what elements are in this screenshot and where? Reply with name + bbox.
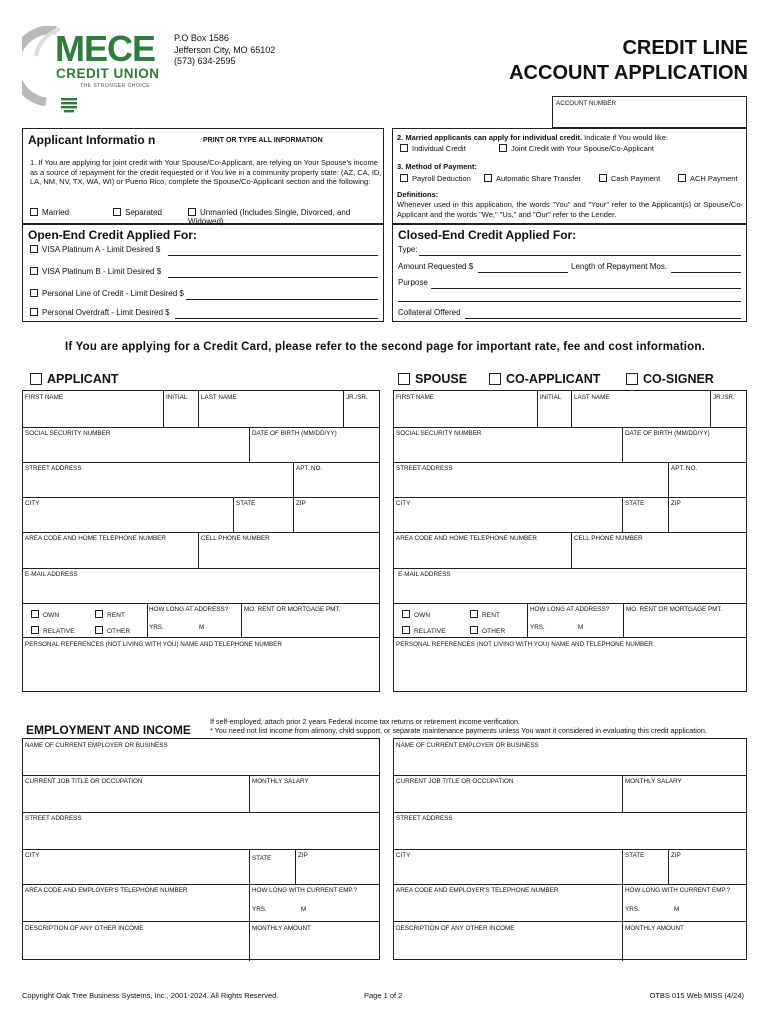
applicant-info-box [22, 128, 384, 224]
co-emp-state-field[interactable]: STATE [625, 852, 645, 859]
amount-field[interactable] [478, 272, 568, 273]
individual-option[interactable] [400, 144, 466, 153]
city-field[interactable]: CITY [25, 500, 40, 507]
amount-label: Amount Requested $ [398, 262, 474, 271]
rent-label: RENT [107, 612, 126, 619]
visa-b-label: VISA Platinum B - Limit Desired $ [42, 267, 162, 276]
co-own-option[interactable] [402, 610, 430, 619]
visa-a-label: VISA Platinum A - Limit Desired $ [42, 245, 161, 254]
individual-label: Individual Credit [412, 144, 466, 153]
m-label: M [199, 624, 205, 631]
cash-checkbox[interactable] [599, 174, 607, 182]
co-own-checkbox[interactable] [402, 610, 410, 618]
payroll-option[interactable] [400, 174, 471, 183]
brand-sub: CREDIT UNION [56, 66, 160, 81]
individual-checkbox[interactable] [400, 144, 408, 152]
footer-copyright: Copyright Oak Tree Business Systems, Inc., 2001-2024. All Rights Reserved. [22, 991, 279, 1000]
co-applicant-role-label: CO-APPLICANT [506, 372, 601, 386]
visa-a-checkbox[interactable] [30, 245, 38, 253]
co-other-income-field[interactable]: DESCRIPTION OF ANY OTHER INCOME [396, 925, 515, 932]
title-line1: CREDIT LINE [622, 37, 748, 59]
emp-zip-field[interactable]: ZIP [298, 852, 308, 859]
purpose-field[interactable] [431, 288, 741, 289]
co-emp-phone-field[interactable]: AREA CODE AND EMPLOYER'S TELEPHONE NUMBER [396, 887, 559, 894]
rent-checkbox[interactable] [95, 610, 103, 618]
first-name-field[interactable]: FIRST NAME [25, 394, 64, 401]
co-last-name-field[interactable]: LAST NAME [574, 394, 610, 401]
collateral-label: Collateral Offered [398, 308, 461, 317]
auto-transfer-label: Automatic Share Transfer [496, 174, 582, 183]
employment-heading: EMPLOYMENT AND INCOME [26, 723, 191, 737]
relative-option[interactable] [31, 626, 75, 635]
para1: 1. If You are applying for joint credit with Your Spouse/Co-Applicant, are relying on Your Spouse's income as a source of repayment for the credit requested or if You live in a community property state: (AZ, CA, ID, LA, NM, NV, TX, WA, WI) or Puerto Rico, complete the Spouse/Co-Applicant section and the following: [30, 158, 382, 187]
co-yrs-label: YRS. [530, 624, 545, 631]
other-label: OTHER [107, 628, 131, 635]
closed-end-box [392, 224, 747, 322]
home-phone-field[interactable]: AREA CODE AND HOME TELEPHONE NUMBER [25, 535, 166, 542]
overdraft-checkbox[interactable] [30, 308, 38, 316]
applicant-info-heading: Applicant Informatio n [28, 133, 156, 147]
dob-field[interactable]: DATE OF BIRTH (MM/DD/YY) [252, 430, 337, 437]
employer-field[interactable]: NAME OF CURRENT EMPLOYER OR BUSINESS [25, 742, 168, 749]
brand-tagline: THE STRONGER CHOICE [80, 83, 151, 89]
payroll-checkbox[interactable] [400, 174, 408, 182]
co-city-field[interactable]: CITY [396, 500, 411, 507]
co-state-field[interactable]: STATE [625, 500, 645, 507]
co-m-label: M [578, 624, 584, 631]
unmarried-checkbox[interactable] [188, 208, 196, 216]
type-label: Type: [398, 245, 418, 254]
references-field[interactable]: PERSONAL REFERENCES (NOT LIVING WITH YOU) NAME AND TELEPHONE NUMBER [25, 641, 282, 648]
other-income-field[interactable]: DESCRIPTION OF ANY OTHER INCOME [25, 925, 144, 932]
type-field[interactable] [419, 255, 741, 256]
separated-option[interactable] [113, 208, 162, 217]
co-street-field[interactable]: STREET ADDRESS [396, 465, 453, 472]
cash-option[interactable] [599, 174, 660, 183]
co-emp-city-field[interactable]: CITY [396, 852, 411, 859]
co-other-label: OTHER [482, 628, 506, 635]
personal-loc-row[interactable] [30, 289, 184, 298]
ach-label: ACH Payment [690, 174, 738, 183]
joint-label: Joint Credit with Your Spouse/Co-Applicant [511, 144, 654, 153]
co-monthly-amount-field[interactable]: MONTHLY AMOUNT [625, 925, 684, 932]
own-label: OWN [43, 612, 60, 619]
q3: 3. Method of Payment: [397, 162, 478, 171]
monthly-amount-field[interactable]: MONTHLY AMOUNT [252, 925, 311, 932]
overdraft-label: Personal Overdraft - Limit Desired $ [42, 308, 170, 317]
married-checkbox[interactable] [30, 208, 38, 216]
co-jr-sr-field[interactable]: JR./SR. [713, 394, 735, 401]
emp-state-field[interactable]: STATE [252, 855, 272, 862]
closed-end-heading: Closed-End Credit Applied For: [398, 228, 577, 242]
married-option[interactable] [30, 208, 69, 217]
co-emp-street-field[interactable]: STREET ADDRESS [396, 815, 453, 822]
emp-city-field[interactable]: CITY [25, 852, 40, 859]
jr-sr-field[interactable]: JR./SR. [346, 394, 368, 401]
street-field[interactable]: STREET ADDRESS [25, 465, 82, 472]
co-employment-grid [393, 738, 747, 960]
co-apt-field[interactable]: APT. NO. [671, 465, 698, 472]
open-end-box [22, 224, 384, 322]
personal-loc-label: Personal Line of Credit - Limit Desired $ [42, 289, 184, 298]
co-applicant-checkbox[interactable] [489, 373, 501, 385]
job-title-field[interactable]: CURRENT JOB TITLE OR OCCUPATION [25, 778, 143, 785]
address-phone: (573) 634-2595 [174, 56, 236, 66]
co-ssn-field[interactable]: SOCIAL SECURITY NUMBER [396, 430, 482, 437]
co-initial-field[interactable]: INITIAL [540, 394, 562, 401]
apt-field[interactable]: APT. NO. [296, 465, 323, 472]
visa-a-row[interactable] [30, 245, 160, 254]
initial-field[interactable]: INITIAL [166, 394, 188, 401]
defs-text: Whenever used in this application, the words "You" and "Your" refer to the Applicant(s) or Spouse/Co-Applicant and the words "We," "Us," and "Our" refer to the Lender. [397, 200, 743, 219]
own-checkbox[interactable] [31, 610, 39, 618]
account-number-label: ACCOUNT NUMBER [556, 100, 617, 107]
cash-label: Cash Payment [611, 174, 661, 183]
co-other-checkbox[interactable] [470, 626, 478, 634]
title-line2: ACCOUNT APPLICATION [509, 62, 748, 84]
purpose-label: Purpose [398, 278, 428, 287]
how-long-addr-field[interactable]: HOW LONG AT ADDRESS? [149, 606, 229, 613]
yrs-label: YRS. [149, 624, 164, 631]
co-email-field[interactable]: E-MAIL ADDRESS [398, 571, 451, 578]
monthly-salary-field[interactable]: MONTHLY SALARY [252, 778, 309, 785]
other-option[interactable] [95, 626, 130, 635]
applicant-checkbox[interactable] [30, 373, 42, 385]
employment-note1: If self-employed, attach prior 2 years Federal income tax returns or retirement income verification. [210, 717, 520, 726]
spouse-checkbox[interactable] [398, 373, 410, 385]
right-info-box [392, 128, 747, 224]
co-how-long-addr-field[interactable]: HOW LONG AT ADDRESS? [530, 606, 610, 613]
co-emp-zip-field[interactable]: ZIP [671, 852, 681, 859]
q2-rest: Indicate if You would like: [584, 133, 668, 142]
footer-form: OTBS 015 Web MISS (4/24) [649, 991, 744, 1000]
co-applicant-grid [393, 390, 747, 692]
co-home-phone-field[interactable]: AREA CODE AND HOME TELEPHONE NUMBER [396, 535, 537, 542]
account-number-field[interactable] [552, 96, 747, 128]
how-long-emp-field[interactable]: HOW LONG WITH CURRENT EMP.? [252, 887, 358, 894]
separated-label: Separated [125, 208, 162, 217]
emp-yrs-label: YRS. [252, 906, 267, 913]
co-emp-m-label: M [674, 906, 680, 913]
co-signer-role[interactable] [626, 372, 714, 386]
length-label: Length of Repayment Mos. [571, 262, 668, 271]
relative-label: RELATIVE [43, 628, 75, 635]
zip-field[interactable]: ZIP [296, 500, 306, 507]
rent-option[interactable] [95, 610, 125, 619]
ach-checkbox[interactable] [678, 174, 686, 182]
address-line2: Jefferson City, MO 65102 [174, 44, 276, 55]
applicant-role-label: APPLICANT [47, 372, 119, 386]
print-note: PRINT OR TYPE ALL INFORMATION [203, 137, 323, 144]
co-relative-option[interactable] [402, 626, 446, 635]
co-relative-label: RELATIVE [414, 628, 446, 635]
emp-m-label: M [301, 906, 307, 913]
employment-note2: * You need not list income from alimony, child support, or separate maintenance payments unless You want it considered in evaluating this credit application. [210, 726, 707, 735]
email-field[interactable]: E-MAIL ADDRESS [25, 571, 78, 578]
co-relative-checkbox[interactable] [402, 626, 410, 634]
logo [22, 26, 172, 118]
co-first-name-field[interactable]: FIRST NAME [396, 394, 435, 401]
co-references-field[interactable]: PERSONAL REFERENCES (NOT LIVING WITH YOU) NAME AND TELEPHONE NUMBER [396, 641, 653, 648]
visa-b-checkbox[interactable] [30, 267, 38, 275]
co-dob-field[interactable]: DATE OF BIRTH (MM/DD/YY) [625, 430, 710, 437]
auto-transfer-option[interactable] [484, 174, 581, 183]
unmarried-label: Unmarried (Includes Single, Divorced, and Widowed) [188, 208, 351, 226]
co-employer-field[interactable]: NAME OF CURRENT EMPLOYER OR BUSINESS [396, 742, 539, 749]
co-emp-yrs-label: YRS. [625, 906, 640, 913]
collateral-field[interactable] [465, 318, 741, 319]
state-field[interactable]: STATE [236, 500, 256, 507]
cell-phone-field[interactable]: CELL PHONE NUMBER [201, 535, 270, 542]
co-other-option[interactable] [470, 626, 505, 635]
payroll-label: Payroll Deduction [412, 174, 471, 183]
co-how-long-emp-field[interactable]: HOW LONG WITH CURRENT EMP.? [625, 887, 731, 894]
co-signer-checkbox[interactable] [626, 373, 638, 385]
joint-option[interactable] [499, 144, 654, 153]
ssn-field[interactable]: SOCIAL SECURITY NUMBER [25, 430, 111, 437]
emp-phone-field[interactable]: AREA CODE AND EMPLOYER'S TELEPHONE NUMBER [25, 887, 188, 894]
emp-street-field[interactable]: STREET ADDRESS [25, 815, 82, 822]
ach-option[interactable] [678, 174, 738, 183]
spouse-role-label: SPOUSE [415, 372, 468, 386]
co-job-title-field[interactable]: CURRENT JOB TITLE OR OCCUPATION [396, 778, 514, 785]
own-option[interactable] [31, 610, 59, 619]
co-own-label: OWN [414, 612, 431, 619]
personal-loc-checkbox[interactable] [30, 289, 38, 297]
co-rent-checkbox[interactable] [470, 610, 478, 618]
footer-page: Page 1 of 2 [364, 991, 403, 1000]
defs-title: Definitions: [397, 190, 439, 199]
relative-checkbox[interactable] [31, 626, 39, 634]
auto-transfer-checkbox[interactable] [484, 174, 492, 182]
spouse-role[interactable] [398, 372, 467, 386]
open-end-heading: Open-End Credit Applied For: [28, 228, 197, 242]
overdraft-row[interactable] [30, 308, 170, 317]
address-line1: P.O Box 1586 [174, 33, 229, 43]
q2-bold: 2. Married applicants can apply for individual credit. [397, 133, 583, 142]
last-name-field[interactable]: LAST NAME [201, 394, 237, 401]
credit-card-notice: If You are applying for a Credit Card, please refer to the second page for important rate, fee and cost information. [64, 341, 706, 353]
employment-grid [22, 738, 380, 960]
separated-checkbox[interactable] [113, 208, 121, 216]
length-field[interactable] [671, 272, 741, 273]
co-rent-label: RENT [482, 612, 501, 619]
co-monthly-salary-field[interactable]: MONTHLY SALARY [625, 778, 682, 785]
brand-name: MECE [55, 28, 156, 69]
applicant-grid [22, 390, 380, 692]
other-checkbox[interactable] [95, 626, 103, 634]
applicant-role[interactable] [30, 372, 119, 386]
joint-checkbox[interactable] [499, 144, 507, 152]
married-label: Married [42, 208, 70, 217]
co-cell-phone-field[interactable]: CELL PHONE NUMBER [574, 535, 643, 542]
co-mo-rent-field[interactable]: MO. RENT OR MORTGAGE PMT. [626, 606, 723, 613]
co-applicant-role[interactable] [489, 372, 600, 386]
co-zip-field[interactable]: ZIP [671, 500, 681, 507]
mo-rent-field[interactable]: MO. RENT OR MORTGAGE PMT. [244, 606, 341, 613]
co-signer-role-label: CO-SIGNER [643, 372, 714, 386]
visa-b-row[interactable] [30, 267, 161, 276]
co-rent-option[interactable] [470, 610, 500, 619]
